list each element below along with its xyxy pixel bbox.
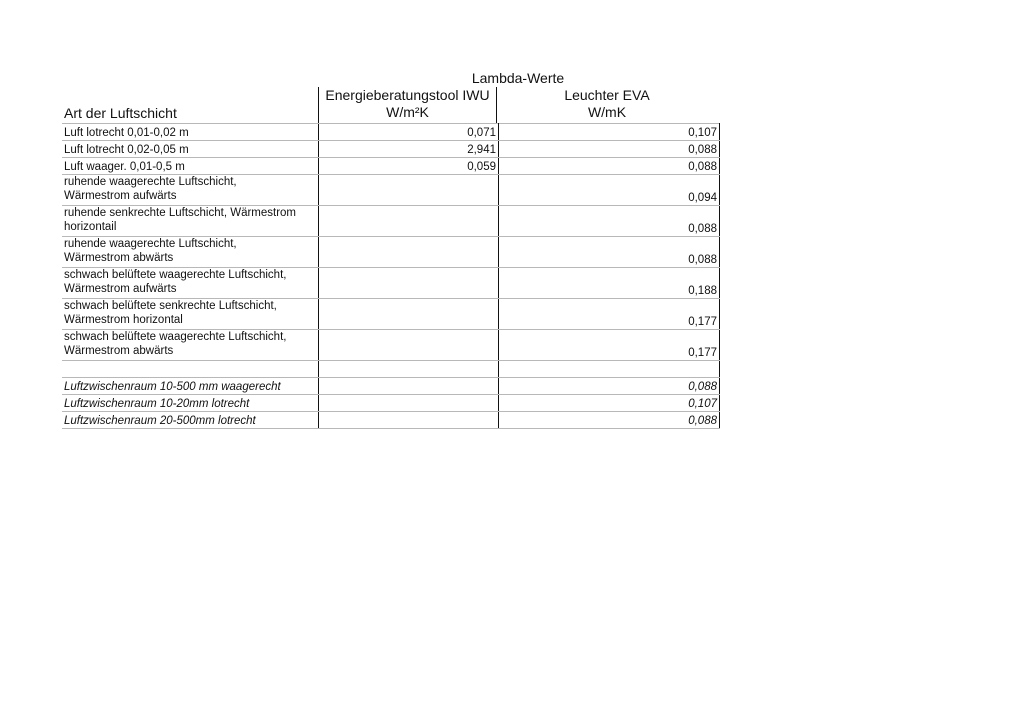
table-row — [62, 378, 720, 395]
eva-value: 0,107 — [499, 124, 720, 141]
header-row — [62, 87, 720, 123]
iwu-value: 2,941 — [319, 141, 499, 158]
row-label: Luft waager. 0,01-0,5 m — [62, 158, 319, 175]
eva-value: 0,088 — [499, 412, 720, 429]
iwu-value — [319, 299, 499, 330]
eva-value: 0,088 — [499, 237, 720, 268]
table-row — [62, 175, 720, 206]
row-label: Luftzwischenraum 10-20mm lotrecht — [62, 395, 319, 412]
row-label-line1: ruhende waagerechte Luftschicht, — [64, 238, 237, 250]
eva-value: 0,088 — [499, 158, 720, 175]
table-row — [62, 237, 720, 268]
eva-value: 0,094 — [499, 175, 720, 206]
table-title: Lambda-Werte — [471, 70, 565, 86]
iwu-value — [319, 412, 499, 429]
row-label: Luft lotrecht 0,02-0,05 m — [62, 141, 319, 158]
spreadsheet — [62, 70, 720, 429]
iwu-value — [319, 395, 499, 412]
iwu-value: 0,059 — [319, 158, 499, 175]
row-label — [62, 175, 319, 206]
table-row — [62, 141, 720, 158]
row-label — [62, 206, 319, 237]
eva-value: 0,188 — [499, 268, 720, 299]
table-row — [62, 158, 720, 175]
empty-cell — [499, 361, 720, 378]
header-eva-unit: W/mK — [587, 104, 627, 120]
row-label-line1: ruhende senkrechte Luftschicht, Wärmestrom — [64, 207, 297, 219]
eva-value: 0,088 — [499, 141, 720, 158]
header-art-der-luftschicht: Art der Luftschicht — [64, 105, 177, 121]
row-label-line2: Wärmestrom abwärts — [64, 252, 174, 264]
row-label: Luft lotrecht 0,01-0,02 m — [62, 124, 319, 141]
row-label — [62, 330, 319, 361]
row-label — [62, 268, 319, 299]
table-row — [62, 268, 720, 299]
eva-value: 0,177 — [499, 299, 720, 330]
row-label: Luftzwischenraum 10-500 mm waagerecht — [62, 378, 319, 395]
header-iwu-unit: W/m²K — [386, 104, 429, 120]
iwu-value — [319, 237, 499, 268]
row-label-line1: schwach belüftete senkrechte Luftschicht, — [64, 300, 277, 312]
table-row — [62, 395, 720, 412]
lambda-table — [62, 123, 720, 429]
header-eva-title: Leuchter EVA — [564, 87, 650, 103]
title-row — [62, 70, 720, 87]
eva-value: 0,088 — [499, 378, 720, 395]
row-label-line2: Wärmestrom aufwärts — [64, 283, 177, 295]
header-iwu-title: Energieberatungstool IWU — [325, 87, 490, 103]
row-label — [62, 299, 319, 330]
table-row — [62, 206, 720, 237]
eva-value: 0,088 — [499, 206, 720, 237]
eva-value: 0,177 — [499, 330, 720, 361]
empty-cell — [62, 361, 319, 378]
row-label-line2: Wärmestrom aufwärts — [64, 190, 177, 202]
header-iwu — [318, 87, 497, 123]
row-label-line1: schwach belüftete waagerechte Luftschicht, — [64, 331, 287, 343]
table-row-empty — [62, 361, 720, 378]
eva-value: 0,107 — [499, 395, 720, 412]
iwu-value — [319, 330, 499, 361]
header-eva — [497, 87, 717, 123]
table-row — [62, 299, 720, 330]
iwu-value — [319, 175, 499, 206]
iwu-value — [319, 206, 499, 237]
row-label-line2: Wärmestrom horizontal — [64, 314, 183, 326]
table-row — [62, 330, 720, 361]
row-label — [62, 237, 319, 268]
iwu-value: 0,071 — [319, 124, 499, 141]
row-label-line1: ruhende waagerechte Luftschicht, — [64, 176, 237, 188]
row-label: Luftzwischenraum 20-500mm lotrecht — [62, 412, 319, 429]
row-label-line1: schwach belüftete waagerechte Luftschicht, — [64, 269, 287, 281]
row-label-line2: horizontail — [64, 221, 117, 233]
iwu-value — [319, 378, 499, 395]
table-row — [62, 412, 720, 429]
table-row — [62, 124, 720, 141]
row-label-line2: Wärmestrom abwärts — [64, 345, 174, 357]
iwu-value — [319, 268, 499, 299]
empty-cell — [319, 361, 499, 378]
